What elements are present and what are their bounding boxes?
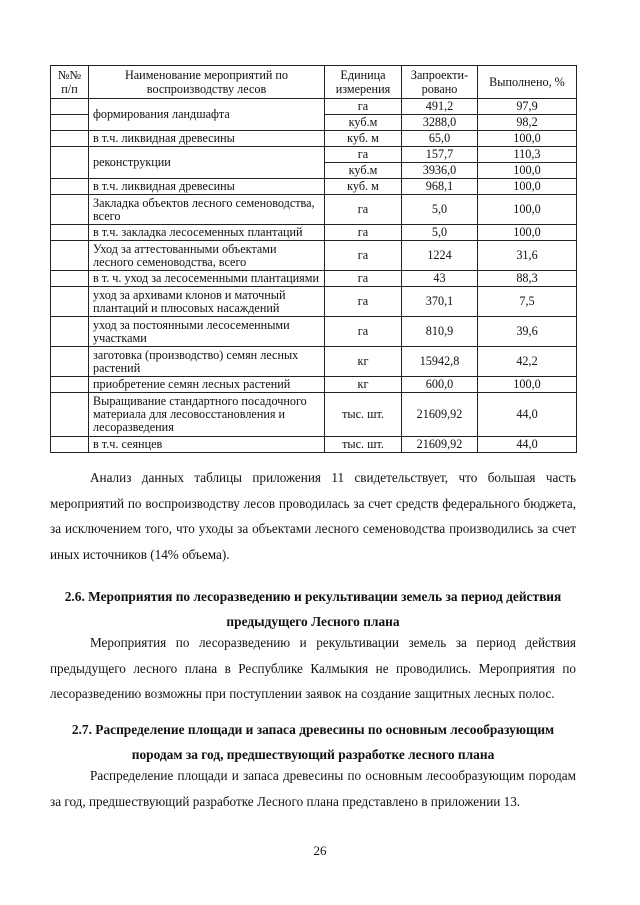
unit-cell: кг — [325, 377, 402, 393]
num-cell — [51, 347, 89, 377]
table-header-row — [51, 66, 577, 99]
unit-cell: куб. м — [325, 131, 402, 147]
table-row — [51, 287, 577, 317]
table-row — [51, 271, 577, 287]
name-cell: Закладка объектов лесного семеноводства, всего — [89, 195, 325, 225]
name-cell: Уход за аттестованными объектами лесного семеноводства, всего — [89, 241, 325, 271]
table-row — [51, 147, 577, 163]
unit-cell: га — [325, 99, 402, 115]
table-row — [51, 179, 577, 195]
num-cell — [51, 99, 89, 115]
name-cell: уход за постоянными лесосеменными участками — [89, 317, 325, 347]
unit-cell: тыс. шт. — [325, 393, 402, 437]
planned-cell: 3936,0 — [402, 163, 478, 179]
unit-cell: га — [325, 317, 402, 347]
page-number: 26 — [313, 843, 327, 858]
name-cell: в т.ч. ликвидная древесины — [89, 131, 325, 147]
planned-cell: 43 — [402, 271, 478, 287]
planned-cell: 5,0 — [402, 195, 478, 225]
num-cell — [51, 195, 89, 225]
planned-cell: 810,9 — [402, 317, 478, 347]
num-cell — [51, 437, 89, 453]
name-cell: в т.ч. закладка лесосеменных плантаций — [89, 225, 325, 241]
table-row — [51, 437, 577, 453]
planned-cell: 1224 — [402, 241, 478, 271]
num-cell — [51, 287, 89, 317]
name-cell: Выращивание стандартного посадочного материала для лесовосстановления и лесоразведения — [89, 393, 325, 437]
done-cell: 44,0 — [478, 437, 577, 453]
num-cell — [51, 131, 89, 147]
header-unit: Единица измерения — [325, 66, 402, 99]
done-cell: 42,2 — [478, 347, 577, 377]
done-cell: 7,5 — [478, 287, 577, 317]
planned-cell: 968,1 — [402, 179, 478, 195]
name-cell: приобретение семян лесных растений — [89, 377, 325, 393]
analysis-paragraph: Анализ данных таблицы приложения 11 свидетельствует, что большая часть мероприятий по воспроизводству лесов проводилась за счет средств федерального бюджета, за исключением того, что уходы за объектами лесного семеноводства производились за счет иных источников (14% объема). — [50, 470, 576, 562]
num-cell — [51, 317, 89, 347]
unit-cell: га — [325, 241, 402, 271]
done-cell: 39,6 — [478, 317, 577, 347]
planned-cell: 600,0 — [402, 377, 478, 393]
planned-cell: 21609,92 — [402, 437, 478, 453]
table-row — [51, 317, 577, 347]
done-cell: 97,9 — [478, 99, 577, 115]
planned-cell: 3288,0 — [402, 115, 478, 131]
planned-cell: 370,1 — [402, 287, 478, 317]
num-cell — [51, 241, 89, 271]
done-cell: 88,3 — [478, 271, 577, 287]
unit-cell: куб.м — [325, 163, 402, 179]
done-cell: 110,3 — [478, 147, 577, 163]
table-row — [51, 347, 577, 377]
section-2-6-title: 2.6. Мероприятия по лесоразведению и рекультивации земель за период действия предыдущего Лесного плана — [64, 589, 562, 629]
name-cell: реконструкции — [89, 147, 325, 179]
name-cell: уход за архивами клонов и маточный плантаций и плюсовых насаждений — [89, 287, 325, 317]
unit-cell: га — [325, 147, 402, 163]
done-cell: 31,6 — [478, 241, 577, 271]
done-cell: 44,0 — [478, 393, 577, 437]
planned-cell: 491,2 — [402, 99, 478, 115]
done-cell: 100,0 — [478, 179, 577, 195]
name-cell: формирования ландшафта — [89, 99, 325, 131]
table-row — [51, 225, 577, 241]
header-done: Выполнено, % — [478, 66, 577, 99]
num-cell — [51, 377, 89, 393]
unit-cell: куб.м — [325, 115, 402, 131]
num-cell — [51, 225, 89, 241]
name-cell: заготовка (производство) семян лесных растений — [89, 347, 325, 377]
planned-cell: 21609,92 — [402, 393, 478, 437]
num-cell — [51, 147, 89, 179]
done-cell: 98,2 — [478, 115, 577, 131]
num-cell — [51, 179, 89, 195]
done-cell: 100,0 — [478, 131, 577, 147]
section-2-6-text: Мероприятия по лесоразведению и рекультивации земель за период действия предыдущего лесного плана в Республике Калмыкия не проводились. Мероприятия по лесоразведению возможны при поступлении заявок на создание защитных лесных полос. — [50, 635, 576, 701]
table-row — [51, 393, 577, 437]
planned-cell: 65,0 — [402, 131, 478, 147]
unit-cell: тыс. шт. — [325, 437, 402, 453]
unit-cell: га — [325, 225, 402, 241]
section-2-7-text: Распределение площади и запаса древесины по основным лесообразующим породам за год, предшествующий разработке Лесного плана представлено в приложении 13. — [50, 768, 576, 809]
table-row — [51, 131, 577, 147]
section-2-7-title: 2.7. Распределение площади и запаса древесины по основным лесообразующим породам за год, предшествующий разработке лесного плана — [71, 722, 555, 762]
planned-cell: 5,0 — [402, 225, 478, 241]
done-cell: 100,0 — [478, 377, 577, 393]
name-cell: в т. ч. уход за лесосеменными плантациями — [89, 271, 325, 287]
table-row — [51, 377, 577, 393]
num-cell — [51, 271, 89, 287]
unit-cell: га — [325, 195, 402, 225]
header-name: Наименование мероприятий по воспроизводству лесов — [89, 66, 325, 99]
name-cell: в т.ч. ликвидная древесины — [89, 179, 325, 195]
done-cell: 100,0 — [478, 163, 577, 179]
header-num: №№ п/п — [51, 66, 89, 99]
unit-cell: кг — [325, 347, 402, 377]
reforestation-measures-table — [50, 65, 577, 453]
num-cell — [51, 115, 89, 131]
header-planned: Запроекти-ровано — [402, 66, 478, 99]
name-cell: в т.ч. сеянцев — [89, 437, 325, 453]
planned-cell: 15942,8 — [402, 347, 478, 377]
unit-cell: куб. м — [325, 179, 402, 195]
table-row — [51, 195, 577, 225]
unit-cell: га — [325, 271, 402, 287]
done-cell: 100,0 — [478, 195, 577, 225]
table-row — [51, 241, 577, 271]
unit-cell: га — [325, 287, 402, 317]
table-row — [51, 99, 577, 115]
planned-cell: 157,7 — [402, 147, 478, 163]
done-cell: 100,0 — [478, 225, 577, 241]
num-cell — [51, 393, 89, 437]
